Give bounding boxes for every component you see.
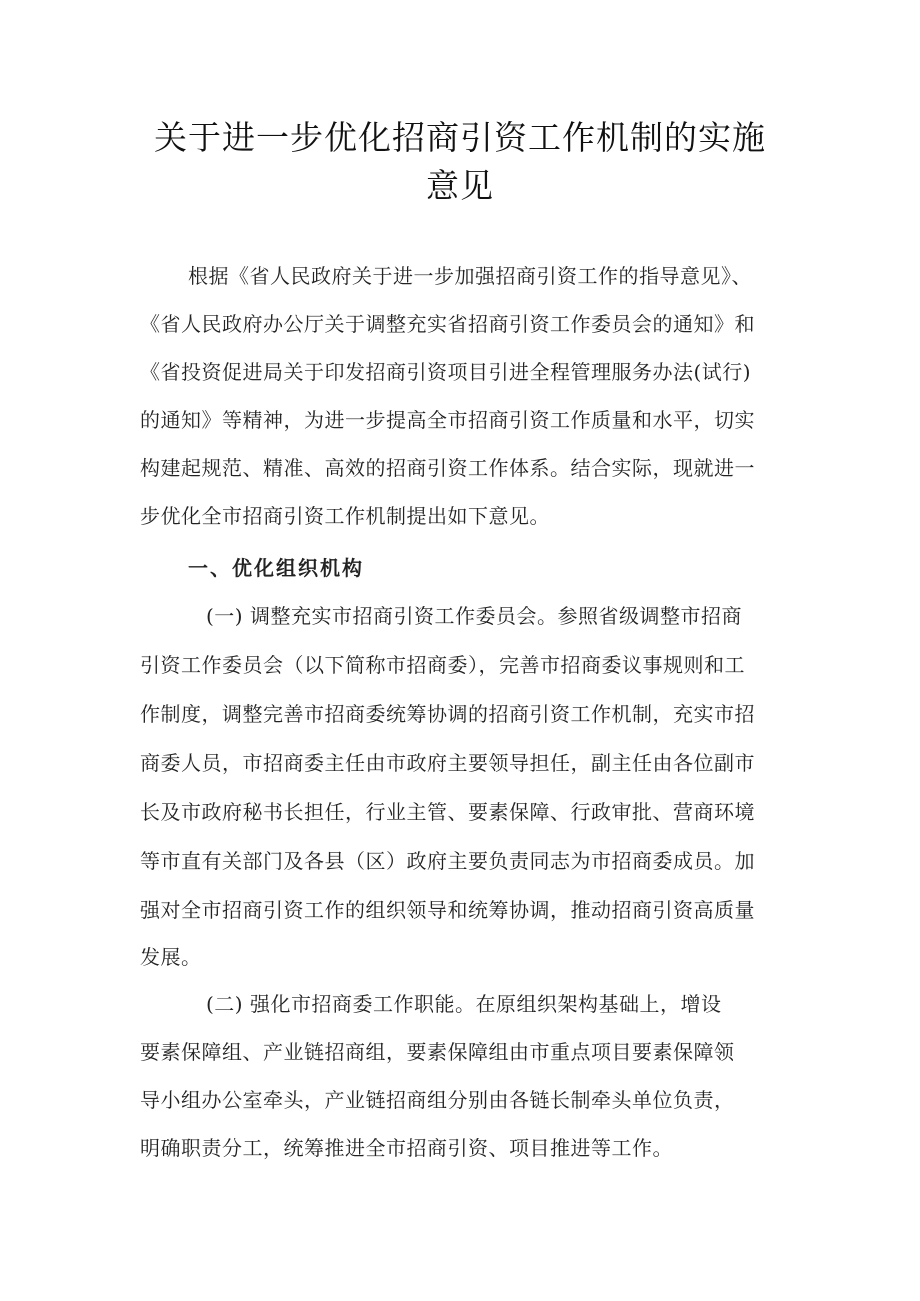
intro-line: 步优化全市招商引资工作机制提出如下意见。 <box>140 504 550 528</box>
intro-line: 《省投资促进局关于印发招商引资项目引进全程管理服务办法(试行) <box>140 360 752 384</box>
item1-line: 商委人员，市招商委主任由市政府主要领导担任，副主任由各位副市 <box>140 751 755 775</box>
item2-line: 要素保障组、产业链招商组，要素保障组由市重点项目要素保障领 <box>140 1040 735 1064</box>
item2-line: 导小组办公室牵头，产业链招商组分别由各链长制牵头单位负责， <box>140 1088 735 1112</box>
item1-line: 强对全市招商引资工作的组织领导和统筹协调，推动招商引资高质量 <box>140 898 755 922</box>
intro-line: 构建起规范、精准、高效的招商引资工作体系。结合实际，现就进一 <box>140 456 755 480</box>
item2-line: 明确职责分工，统筹推进全市招商引资、项目推进等工作。 <box>140 1136 673 1160</box>
intro-line: 的通知》等精神，为进一步提高全市招商引资工作质量和水平，切实 <box>140 408 755 432</box>
intro-line: 根据《省人民政府关于进一步加强招商引资工作的指导意见》、 <box>188 264 752 288</box>
item1-line: 长及市政府秘书长担任，行业主管、要素保障、行政审批、营商环境 <box>140 800 755 824</box>
document-title-line-2: 意见 <box>426 166 494 205</box>
item1-line: 作制度，调整完善市招商委统筹协调的招商引资工作机制，充实市招 <box>140 702 755 726</box>
item1-line: 等市直有关部门及各县（区）政府主要负责同志为市招商委成员。加 <box>140 849 755 873</box>
intro-line: 《省人民政府办公厅关于调整充实省招商引资工作委员会的通知》和 <box>140 312 755 336</box>
document-title-line-1: 关于进一步优化招商引资工作机制的实施 <box>154 118 766 157</box>
item1-line: 发展。 <box>140 945 202 969</box>
item1-line: (一) 调整充实市招商引资工作委员会。参照省级调整市招商 <box>206 604 742 628</box>
item1-line: 引资工作委员会（以下简称市招商委），完善市招商委议事规则和工 <box>140 653 745 677</box>
item2-line: (二) 强化市招商委工作职能。在原组织架构基础上，增设 <box>206 992 722 1016</box>
section-heading: 一、优化组织机构 <box>188 556 364 580</box>
